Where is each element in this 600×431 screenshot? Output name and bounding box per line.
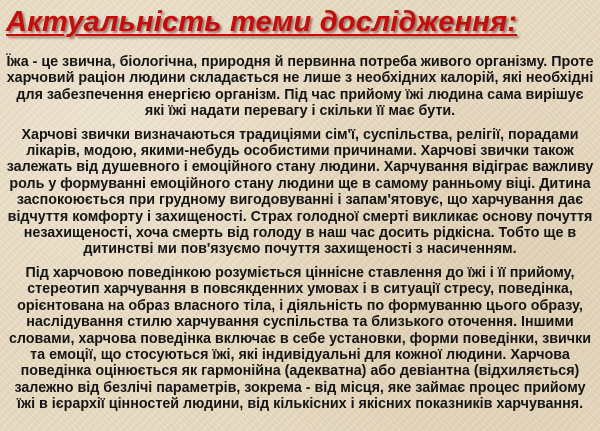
paragraph-eating-behavior: Під харчовою поведінкою розуміється ціннісне ставлення до їжі і її прийому, стереотип харчування в повсякденних умовах і в ситуації стресу, поведінка, орієнтована на образ власного тіла, і діяльність по формуванню цього образу, наслідування стилю харчування суспільства та близького оточення. Іншими словами, харчова поведінка включає в себе установки, форми поведінки, звички та емоції, що стосуються їжі, які індивідуальні для кожної людини. Харчова поведінка оцінюється як гармонійна (адекватна) або девіантна (відхиляється) залежно від безлічі параметрів, зокрема - від місця, яке займає процес прийому їжі в ієрархії цінностей людини, від кількісних і якісних показників харчування. xyxy=(8,264,592,413)
paragraph-eating-habits: Харчові звички визначаються традиціями сім'ї, суспільства, релігії, порадами лікарів, модою, якими-небудь особистими причинами. Харчові звички також залежать від душевного і емоційного стану людини. Харчування відіграє важливу роль у формуванні емоційного стану людини ще в самому ранньому віці. Дитина заспокоюється при грудному вигодовуванні і запам'ятовує, що харчування дає відчуття комфорту і захищеності. Страх голодної смерті викликає основу почуття незахищеності, хоча смерть від голоду в наш час досить рідкісна. Тобто ще в дитинстві ми пов'язуємо почуття захищеності з насиченням. xyxy=(6,126,594,258)
slide-body xyxy=(6,54,594,413)
paragraph-food-as-need: Їжа - це звична, біологічна, природня й первинна потреба живого організму. Проте харчовий раціон людини складається не лише з необхідних калорій, які необхідні для забезпечення енергією організм. Під час прийому їжі людина сама вирішує які їжі надати перевагу і скільки її має бути. xyxy=(6,54,594,120)
slide-title: Актуальність теми дослідження: xyxy=(6,6,518,38)
